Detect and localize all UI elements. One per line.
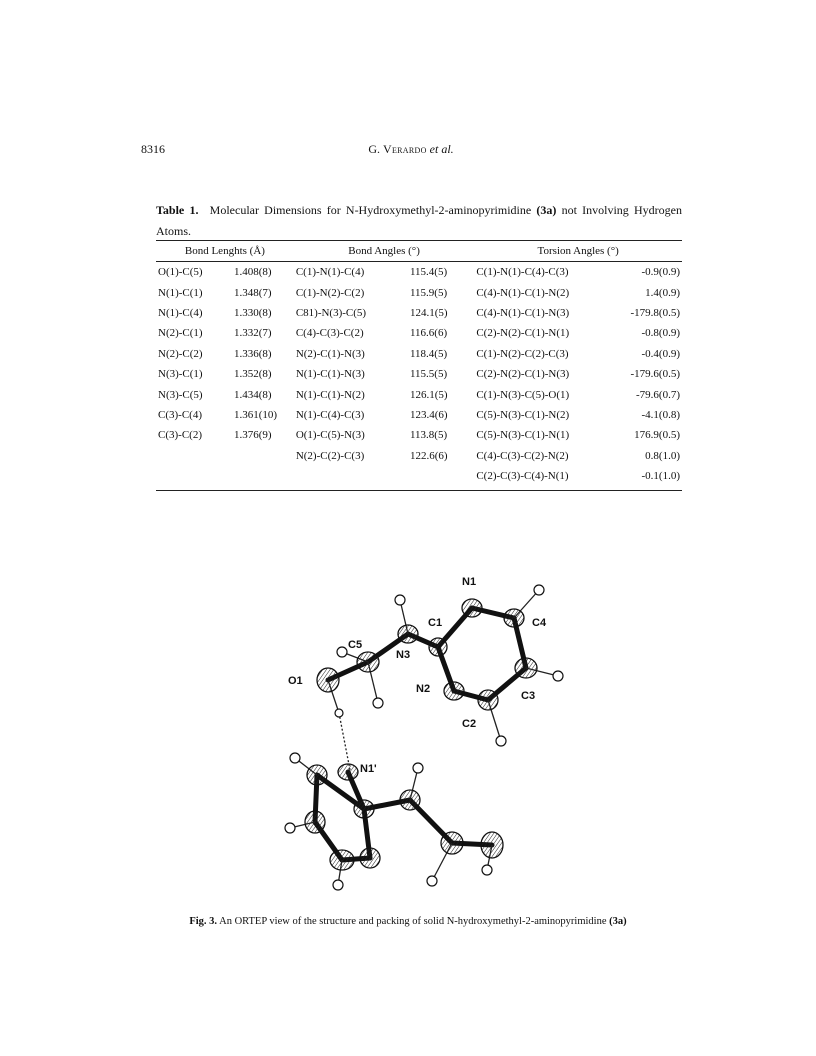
- table-cell-bond: N(1)-C(4): [158, 306, 203, 319]
- table-cell-angle: C81)-N(3)-C(5): [295, 306, 367, 319]
- table-row: [156, 384, 682, 404]
- table-cell-length: 1.352(8): [233, 368, 272, 381]
- table-cell-angle: N(1)-C(1)-N(3): [295, 368, 365, 381]
- table-cell-torsion-val: -4.1(0.8): [641, 408, 680, 421]
- table-row: [156, 425, 682, 445]
- table-caption-tail: not Involving Hydrogen Atoms.: [156, 203, 682, 238]
- figure-caption: [0, 916, 816, 927]
- table-row: [156, 446, 682, 466]
- table-cell-bond: N(2)-C(1): [158, 327, 203, 340]
- label-n3: N3: [396, 649, 411, 661]
- table-cell-angle-val: 123.4(6): [409, 408, 448, 421]
- table-cell-length: 1.408(8): [233, 266, 272, 279]
- bonds: [315, 608, 526, 860]
- table-cell-angle-val: 126.1(5): [409, 388, 448, 401]
- table-cell-angle-val: 116.6(6): [409, 327, 448, 340]
- label-c4: C4: [532, 617, 547, 629]
- table-cell-torsion-val: -179.6(0.5): [630, 368, 680, 381]
- table-cell-bond: N(1)-C(1): [158, 286, 203, 299]
- table-cell-torsion-val: 0.8(1.0): [645, 449, 680, 462]
- table-cell-bond: N(3)-C(1): [158, 368, 203, 381]
- label-c1: C1: [428, 617, 443, 629]
- table-cell-angle-val: 113.8(5): [409, 429, 448, 442]
- table-cell-torsion: C(2)-N(2)-C(1)-N(3): [476, 368, 570, 381]
- table-cell-length: 1.330(8): [233, 306, 272, 319]
- table-cell-angle-val: [408, 466, 474, 491]
- hydrogen-atoms: [285, 585, 563, 890]
- table-header-row: [156, 241, 682, 262]
- running-title: [141, 142, 681, 157]
- table-cell-torsion: C(1)-N(2)-C(2)-C(3): [476, 347, 569, 360]
- table-caption: [156, 200, 682, 242]
- table-row: [156, 364, 682, 384]
- header-bond-angles: Bond Angles (°): [294, 241, 475, 262]
- label-c5: C5: [348, 639, 363, 651]
- figure-caption-text: An ORTEP view of the structure and packing of solid N-hydroxymethyl-2-aminopyrimidine: [219, 916, 607, 927]
- header-bond-lengths: Bond Lenghts (Å): [156, 241, 294, 262]
- table-cell-torsion-val: -0.4(0.9): [641, 347, 680, 360]
- table-cell-bond: [156, 466, 232, 491]
- table-row: [156, 405, 682, 425]
- table-cell-angle-val: 115.9(5): [409, 286, 448, 299]
- table-cell-bond: N(3)-C(5): [158, 388, 203, 401]
- author-initial: G.: [368, 142, 383, 156]
- table-cell-angle-val: 115.4(5): [409, 266, 448, 279]
- table-cell-torsion-val: -0.8(0.9): [641, 327, 680, 340]
- table-cell-bond: O(1)-C(5): [158, 266, 203, 279]
- table-cell-angle-val: 124.1(5): [409, 306, 448, 319]
- author-surname: Verardo: [383, 142, 427, 156]
- table-cell-bond: N(2)-C(2): [158, 347, 203, 360]
- table-cell-length: 1.332(7): [233, 327, 272, 340]
- table-cell-angle: [294, 466, 408, 491]
- table-cell-length: 1.336(8): [233, 347, 272, 360]
- table-row: [156, 262, 682, 283]
- table-cell-torsion: C(2)-C(3)-C(4)-N(1): [474, 466, 602, 491]
- label-n2: N2: [416, 683, 431, 695]
- table-row: [156, 303, 682, 323]
- table-cell-angle: N(1)-C(4)-C(3): [295, 408, 365, 421]
- table-cell-torsion-val: -0.9(0.9): [641, 266, 680, 279]
- table-cell-angle: N(2)-C(1)-N(3): [295, 347, 365, 360]
- table-cell-torsion-val: 1.4(0.9): [645, 286, 680, 299]
- table-row: [156, 466, 682, 491]
- figure-caption-label: Fig. 3.: [189, 916, 218, 927]
- table-cell-torsion: C(4)-C(3)-C(2)-N(2): [476, 449, 569, 462]
- table-cell-length: 1.376(9): [233, 429, 272, 442]
- table-caption-label: Table 1.: [156, 203, 199, 217]
- header-torsion-angles: Torsion Angles (°): [474, 241, 682, 262]
- table-cell-angle-val: 122.6(6): [409, 449, 448, 462]
- table-cell-torsion-val: -179.8(0.5): [630, 306, 680, 319]
- table-cell-length: 1.348(7): [233, 286, 272, 299]
- table-row: [156, 323, 682, 343]
- table-cell-torsion: C(1)-N(1)-C(4)-C(3): [476, 266, 569, 279]
- table-cell-torsion-val: -0.1(1.0): [602, 466, 682, 491]
- table-cell-angle: C(4)-C(3)-C(2): [295, 327, 364, 340]
- table-cell-length: 1.434(8): [233, 388, 272, 401]
- table-cell-torsion: C(5)-N(3)-C(1)-N(2): [476, 408, 570, 421]
- table-caption-compound: (3a): [536, 203, 557, 217]
- table-row: [156, 344, 682, 364]
- table-cell-torsion-val: -79.6(0.7): [636, 388, 680, 401]
- label-c2: C2: [462, 718, 477, 730]
- table-caption-text: Molecular Dimensions for N-Hydroxymethyl-2-aminopyrimidine: [209, 203, 532, 217]
- table-cell-bond: C(3)-C(4): [158, 408, 202, 421]
- table-cell-torsion: C(4)-N(1)-C(1)-N(3): [476, 306, 570, 319]
- table-cell-bond: C(3)-C(2): [158, 429, 202, 442]
- molecular-dimensions-table: [156, 240, 682, 491]
- et-al: et al.: [426, 142, 454, 156]
- table-cell-torsion: C(4)-N(1)-C(1)-N(2): [476, 286, 570, 299]
- table-cell-bond: [156, 446, 232, 466]
- table-cell-angle: N(2)-C(2)-C(3): [295, 449, 365, 462]
- figure-caption-compound: (3a): [609, 916, 627, 927]
- label-c3: C3: [521, 690, 536, 702]
- table-cell-length: [232, 466, 294, 491]
- table-cell-angle-val: 118.4(5): [409, 347, 448, 360]
- page-number: 8316: [141, 142, 165, 156]
- table-cell-torsion: C(2)-N(2)-C(1)-N(1): [476, 327, 570, 340]
- table-cell-angle: O(1)-C(5)-N(3): [295, 429, 365, 442]
- label-n1-prime: N1': [360, 763, 377, 775]
- table-cell-torsion-val: 176.9(0.5): [634, 429, 680, 442]
- table-cell-angle: N(1)-C(1)-N(2): [295, 388, 365, 401]
- table-cell-length: [232, 446, 294, 466]
- table-cell-length: 1.361(10): [233, 408, 278, 421]
- table-cell-torsion: C(1)-N(3)-C(5)-O(1): [476, 388, 570, 401]
- table-cell-angle-val: 115.5(5): [409, 368, 448, 381]
- table-cell-torsion: C(5)-N(3)-C(1)-N(1): [476, 429, 570, 442]
- running-header: [141, 142, 681, 162]
- table-cell-angle: C(1)-N(2)-C(2): [295, 286, 365, 299]
- label-n1: N1: [462, 576, 477, 588]
- label-o1: O1: [288, 675, 303, 687]
- table-row: [156, 282, 682, 302]
- ortep-figure: [260, 560, 580, 910]
- table-cell-angle: C(1)-N(1)-C(4): [295, 266, 365, 279]
